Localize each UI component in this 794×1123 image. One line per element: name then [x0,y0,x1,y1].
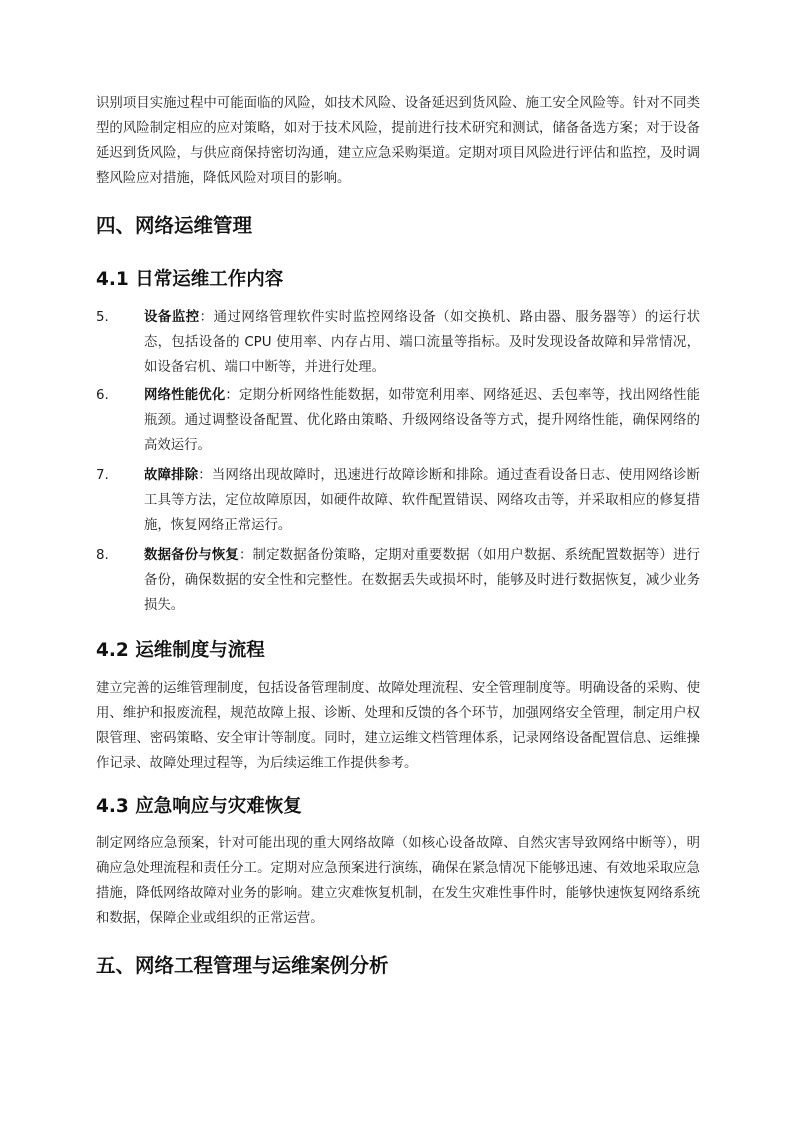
list-item-body [144,383,700,458]
list-item-term: 设备监控 [144,310,200,325]
subsection-4-3-paragraph: 制定网络应急预案，针对可能出现的重大网络故障（如核心设备故障、自然灾害导致网络中断等），明确应急处理流程和责任分工。定期对应急预案进行演练，确保在紧急情况下能够迅速、有效地采取应急措施，降低网络故障对业务的影响。建立灾难恢复机制，在发生灾难性事件时，能够快速恢复网络系统和数据，保障企业或组织的正常运营。 [96,836,700,926]
intro-paragraph: 识别项目实施过程中可能面临的风险，如技术风险、设备延迟到货风险、施工安全风险等。针对不同类型的风险制定相应的应对策略，如对于技术风险，提前进行技术研究和测试，储备备选方案；对于设备延迟到货风险，与供应商保持密切沟通，建立应急采购渠道。定期对项目风险进行评估和监控，及时调整风险应对措施，降低风险对项目的影响。 [96,96,700,186]
subsection-4-3-heading: 4.3 应急响应与灾难恢复 [96,796,302,817]
section-5-heading: 五、网络工程管理与运维案例分析 [96,954,389,977]
list-item-number: 6. [96,388,109,403]
list-item-number: 7. [96,468,109,483]
list-item-text: ：当网络出现故障时，迅速进行故障诊断和排除。通过查看设备日志、使用网络诊断工具等方法，定位故障原因，如硬件故障、软件配置错误、网络攻击等，并采取相应的修复措施，恢复网络正常运行。 [144,468,701,533]
list-item-term: 故障排除 [144,468,199,483]
list-item-term: 数据备份与恢复 [144,548,239,563]
subsection-4-2-paragraph: 建立完善的运维管理制度，包括设备管理制度、故障处理流程、安全管理制度等。明确设备的采购、使用、维护和报废流程，规范故障上报、诊断、处理和反馈的各个环节，加强网络安全管理，制定用户权限管理、密码策略、安全审计等制度。同时，建立运维文档管理体系，记录网络设备配置信息、运维操作记录、故障处理过程等，为后续运维工作提供参考。 [96,681,700,771]
list-item-body [144,463,700,538]
section-4-heading: 四、网络运维管理 [96,214,253,237]
list-item-text: ：制定数据备份策略，定期对重要数据（如用户数据、系统配置数据等）进行备份，确保数据的安全性和完整性。在数据丢失或损坏时，能够及时进行数据恢复，减少业务损失。 [144,548,701,613]
list-item-number: 8. [96,548,109,563]
list-item-text: ：通过网络管理软件实时监控网络设备（如交换机、路由器、服务器等）的运行状态，包括设备的 CPU 使用率、内存占用、端口流量等指标。及时发现设备故障和异常情况，如设备宕机、端口中断等，并进行处理。 [144,310,701,375]
list-item-term: 网络性能优化 [144,388,226,403]
list-item-text: ：定期分析网络性能数据，如带宽利用率、网络延迟、丢包率等，找出网络性能瓶颈。通过调整设备配置、优化路由策略、升级网络设备等方式，提升网络性能，确保网络的高效运行。 [144,388,701,453]
list-item-number: 5. [96,310,109,325]
subsection-4-1-heading: 4.1 日常运维工作内容 [96,269,284,290]
list-item-body [144,543,700,618]
list-item-body [144,305,700,380]
subsection-4-2-heading: 4.2 运维制度与流程 [96,640,265,661]
